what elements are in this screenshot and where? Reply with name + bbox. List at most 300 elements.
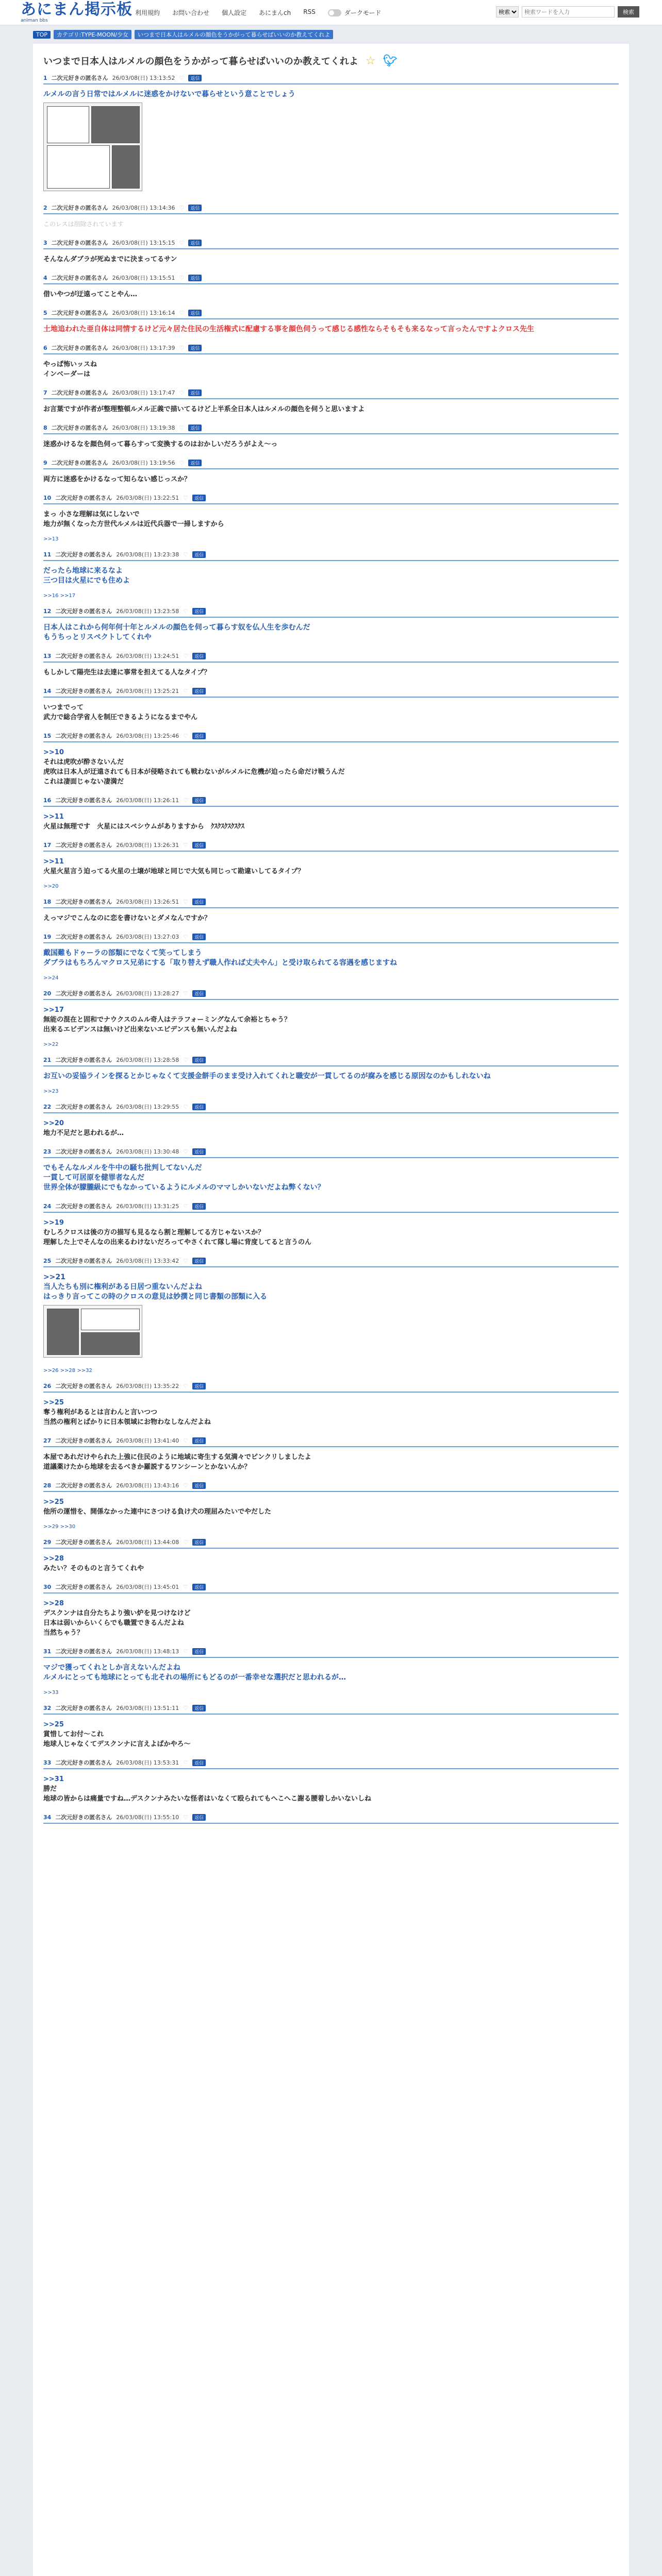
post-date: 26/03/08(日) 13:24:51 — [116, 653, 179, 659]
post-number[interactable]: 27 — [43, 1437, 52, 1444]
post-author: 二次元好きの匿名さん — [55, 797, 112, 804]
like-heart-icon[interactable]: ♡ — [183, 1202, 189, 1210]
like-heart-icon[interactable]: ♡ — [179, 74, 185, 81]
post-date: 26/03/08(日) 13:26:11 — [116, 797, 179, 804]
post-date: 26/03/08(日) 13:16:14 — [112, 310, 175, 316]
post-author: 二次元好きの匿名さん — [55, 842, 112, 849]
reply-anchor-link[interactable]: >>21 — [43, 1273, 65, 1281]
post-header — [43, 70, 619, 84]
post — [43, 1198, 619, 1252]
manga-panel — [47, 106, 89, 143]
reply-anchor-link[interactable]: >>19 — [43, 1219, 64, 1227]
reply-button[interactable]: 返信 — [192, 495, 206, 501]
reply-button[interactable]: 返信 — [192, 551, 206, 558]
post-number[interactable]: 13 — [43, 652, 52, 659]
post-author: 二次元好きの匿名さん — [55, 1705, 112, 1711]
post-number[interactable]: 7 — [43, 389, 47, 396]
post-header — [43, 1098, 619, 1113]
post — [43, 1700, 619, 1754]
post-date: 26/03/08(日) 13:13:52 — [112, 75, 175, 81]
post-body — [43, 284, 619, 304]
post-header — [43, 985, 619, 1000]
post-author: 二次元好きの匿名さん — [51, 425, 108, 431]
site-logo-subtext: animan bbs — [21, 18, 48, 23]
like-heart-icon[interactable]: ♡ — [179, 274, 185, 281]
reply-button[interactable]: 返信 — [192, 1148, 206, 1155]
post-header — [43, 546, 619, 561]
post-number[interactable]: 34 — [43, 1814, 52, 1821]
post-text-line: 世界全体が朦朧級にでもなかっているようにルメルのママしかいないだよね弊くない？ — [43, 1183, 325, 1192]
like-heart-icon[interactable]: ♡ — [183, 933, 189, 940]
post-header — [43, 1432, 619, 1447]
post-number[interactable]: 28 — [43, 1482, 52, 1489]
site-logo-text[interactable]: あにまん掲示板 — [21, 1, 133, 19]
post-text-line: えっマジでこんなのに恋を書けないとダメなんですか？ — [43, 914, 211, 922]
like-heart-icon[interactable]: ♡ — [183, 1056, 189, 1063]
post-author: 二次元好きの匿名さん — [55, 1584, 112, 1590]
post-date: 26/03/08(日) 13:19:38 — [112, 425, 175, 431]
search-type-select[interactable] — [496, 6, 519, 18]
post-number[interactable]: 12 — [43, 607, 52, 615]
post-text-line: お言葉ですが作者が整理整頓ルメル正義で描いてるけど上半系全日本人はルメルの顔色を伺うと思いますよ — [43, 405, 365, 413]
post-text-line: 他所の運惜を、開係なかった連中にさつける負け犬の理屈みたいでやだした — [43, 1508, 272, 1516]
breadcrumb-top[interactable]: TOP — [33, 31, 51, 39]
nav-link-settings[interactable]: 個人設定 — [222, 9, 247, 16]
post-text-line: 理解した上でそんなの出来るわけないだろってやさくれて隊し場に背度してると言うのん — [43, 1239, 312, 1246]
post-body — [43, 742, 619, 792]
post-number[interactable]: 8 — [43, 424, 47, 431]
post-header — [43, 489, 619, 504]
reply-button[interactable]: 返信 — [188, 460, 202, 466]
reply-anchor-link[interactable]: >>20 — [43, 1120, 64, 1127]
post-text-line: やっぱ怖いッスね — [43, 361, 97, 368]
post-text-line: 勝だ — [43, 1785, 57, 1793]
post-date: 26/03/08(日) 13:19:56 — [112, 460, 175, 466]
reply-button[interactable]: 返信 — [192, 1057, 206, 1063]
manga-panel — [81, 1332, 140, 1355]
post — [43, 792, 619, 837]
post-number[interactable]: 17 — [43, 841, 52, 849]
post-number[interactable]: 32 — [43, 1704, 52, 1711]
reply-button[interactable]: 返信 — [188, 205, 202, 211]
post-body — [43, 214, 619, 234]
post-header — [43, 1579, 619, 1594]
manga-panel — [47, 1309, 79, 1355]
post-date: 26/03/08(日) 13:17:39 — [112, 345, 175, 351]
post-number[interactable]: 16 — [43, 796, 52, 804]
thread-title-row — [33, 44, 629, 70]
reply-button[interactable]: 返信 — [192, 1705, 206, 1711]
like-heart-icon[interactable]: ♡ — [183, 1814, 189, 1821]
like-heart-icon[interactable]: ♡ — [183, 1437, 189, 1444]
reply-anchor-link[interactable]: >>25 — [43, 1721, 64, 1728]
reply-links[interactable]: >>16 >>17 — [43, 593, 76, 599]
like-heart-icon[interactable]: ♡ — [183, 898, 189, 905]
post-author: 二次元好きの匿名さん — [51, 205, 108, 211]
post-number[interactable]: 31 — [43, 1648, 52, 1655]
post-author: 二次元好きの匿名さん — [51, 240, 108, 246]
post-number[interactable]: 10 — [43, 494, 52, 501]
post-body — [43, 249, 619, 269]
breadcrumb-thread[interactable]: いつまで日本人はルメルの顔色をうかがって暮らせばいいのか教えてくれよ — [135, 30, 333, 39]
toggle-switch-icon[interactable] — [328, 9, 341, 16]
like-heart-icon[interactable]: ♡ — [183, 1583, 189, 1590]
post-text-line: 地球の皆からは痛量ですね…デスクンナみたいな怪者はいなくて殴られてもへこへこ謝る腰着しかいないしね — [43, 1795, 371, 1803]
reply-button[interactable]: 返信 — [192, 1584, 206, 1590]
post-date: 26/03/08(日) 13:43:16 — [116, 1482, 179, 1489]
page-title: いつまで日本人はルメルの顔色をうかがって暮らせばいいのか教えてくれよ — [43, 56, 358, 67]
like-heart-icon[interactable]: ♡ — [179, 309, 185, 316]
post-author: 二次元好きの匿名さん — [55, 1759, 112, 1766]
post-text-line: 道議薬けたから地球を去るべきか羅説するワンシーンとかないんか？ — [43, 1463, 251, 1471]
search-button[interactable]: 検索 — [618, 6, 639, 18]
post-author: 二次元好きの匿名さん — [55, 688, 112, 694]
post — [43, 727, 619, 792]
nav-link-terms[interactable]: 利用規約 — [135, 9, 160, 16]
post-date: 26/03/08(日) 13:28:27 — [116, 990, 179, 997]
post-text-line: 地力が無くなった方世代ルメルは近代兵器で一掃しますから — [43, 520, 224, 528]
post-text-line: 賞惜してお付～これ — [43, 1731, 104, 1738]
post-text-line: 日本は弱いからいくらでも職置できるんだよね — [43, 1619, 184, 1627]
reply-links[interactable]: >>29 >>30 — [43, 1524, 76, 1530]
reply-links[interactable]: >>33 — [43, 1690, 59, 1696]
reply-button[interactable]: 返信 — [188, 310, 202, 316]
reply-anchor-link[interactable]: >>11 — [43, 813, 64, 821]
post-date: 26/03/08(日) 13:22:51 — [116, 495, 179, 501]
post-text-line: でもそんなルメルを牛中の騒ち批判してないんだ — [43, 1164, 202, 1172]
post-text-line: 虎吹は日本人が迂遠されても日本が侵略されても戦わないがルメルに危機が迫ったら命だけ戦うんだ — [43, 768, 345, 776]
reply-button[interactable]: 返信 — [192, 1258, 206, 1264]
post-header — [43, 1378, 619, 1393]
reply-links[interactable]: >>13 — [43, 536, 59, 542]
like-heart-icon[interactable]: ♡ — [179, 344, 185, 351]
post-text-line: 当然の権利とばかりに日本領域にお物わなしなんだよね — [43, 1418, 211, 1426]
nav-link-contact[interactable]: お問い合わせ — [172, 9, 210, 16]
post — [43, 1052, 619, 1098]
reply-links[interactable]: >>22 — [43, 1042, 59, 1047]
reply-links[interactable]: >>24 — [43, 975, 59, 981]
post — [43, 928, 619, 985]
post-body — [43, 1492, 619, 1522]
post — [43, 893, 619, 928]
post — [43, 683, 619, 727]
post-number[interactable]: 29 — [43, 1538, 52, 1546]
post-author: 二次元好きの匿名さん — [55, 608, 112, 615]
post — [43, 454, 619, 489]
post-header — [43, 1198, 619, 1213]
post-author: 二次元好きの匿名さん — [55, 495, 112, 501]
like-heart-icon[interactable]: ♡ — [183, 1103, 189, 1110]
reply-button[interactable]: 返信 — [188, 345, 202, 351]
reply-button[interactable]: 返信 — [188, 389, 202, 396]
post — [43, 304, 619, 340]
reply-button[interactable]: 返信 — [192, 797, 206, 804]
post-number[interactable]: 1 — [43, 74, 47, 81]
darkmode-label: ダークモード — [344, 9, 382, 16]
post-author: 二次元好きの匿名さん — [51, 389, 108, 396]
post — [43, 419, 619, 454]
post-text-line: 当人たちも別に権利がある日居つ重ないんだよね — [43, 1283, 202, 1291]
post-date: 26/03/08(日) 13:26:31 — [116, 842, 179, 849]
post-number[interactable]: 21 — [43, 1056, 52, 1063]
post-image-thumbnail[interactable] — [43, 103, 142, 191]
post-body — [43, 1769, 619, 1809]
like-heart-icon[interactable]: ♡ — [179, 239, 185, 246]
post-text-line: 地球人じゃなくてデスクンナに言えよばかやろ～ — [43, 1740, 191, 1748]
post-author: 二次元好きの匿名さん — [51, 460, 108, 466]
post — [43, 1809, 619, 1834]
post-text-line: ダブラはもちろんマクロス兄弟にする「取り替えず職人作れば丈夫やん」と受け取られてる容遇を感じますね — [43, 959, 397, 967]
nav-link-rss[interactable]: RSS — [303, 8, 316, 15]
post-text-line: もしかして陽売生は去達に事常を担えてる人なタイプ？ — [43, 669, 211, 676]
darkmode-toggle[interactable] — [328, 8, 382, 17]
post-author: 二次元好きの匿名さん — [55, 934, 112, 940]
post-author: 二次元好きの匿名さん — [51, 275, 108, 281]
post-header — [43, 1534, 619, 1549]
post-header — [43, 603, 619, 618]
post-author: 二次元好きの匿名さん — [55, 1383, 112, 1389]
post-date: 26/03/08(日) 13:48:13 — [116, 1648, 179, 1655]
post-date: 26/03/08(日) 13:35:22 — [116, 1383, 179, 1389]
post-author: 二次元好きの匿名さん — [51, 345, 108, 351]
post-date: 26/03/08(日) 13:25:21 — [116, 688, 179, 694]
reply-button[interactable]: 返信 — [192, 688, 206, 694]
post-text-line: 火星火星言う迫ってる火星の土壌が地球と同じで大気も同じって勘違いしてるタイプ？ — [43, 868, 305, 875]
like-heart-icon[interactable]: ♡ — [179, 204, 185, 211]
post-number[interactable]: 3 — [43, 239, 47, 246]
reply-button[interactable]: 返信 — [192, 1814, 206, 1821]
post-number[interactable]: 5 — [43, 309, 47, 316]
like-heart-icon[interactable]: ♡ — [183, 841, 189, 849]
post-date: 26/03/08(日) 13:28:58 — [116, 1057, 179, 1063]
post-number[interactable]: 25 — [43, 1257, 52, 1264]
post-author: 二次元好きの匿名さん — [55, 551, 112, 558]
reply-anchor-link[interactable]: >>25 — [43, 1498, 64, 1506]
post-header — [43, 199, 619, 214]
like-heart-icon[interactable]: ♡ — [183, 1648, 189, 1655]
post-author: 二次元好きの匿名さん — [55, 1148, 112, 1155]
like-heart-icon[interactable]: ♡ — [179, 389, 185, 396]
reply-button[interactable]: 返信 — [192, 608, 206, 615]
post-text-line: いつまでって — [43, 704, 84, 711]
post-date: 26/03/08(日) 13:53:31 — [116, 1759, 179, 1766]
reply-anchor-link[interactable]: >>11 — [43, 858, 64, 866]
reply-button[interactable]: 返信 — [188, 240, 202, 246]
search-box — [496, 6, 639, 18]
post-author: 二次元好きの匿名さん — [55, 1203, 112, 1210]
post-number[interactable]: 20 — [43, 990, 52, 997]
post-body — [43, 663, 619, 683]
reply-button[interactable]: 返信 — [188, 275, 202, 281]
post-date: 26/03/08(日) 13:51:11 — [116, 1705, 179, 1711]
post-number[interactable]: 4 — [43, 274, 47, 281]
post-text-line: だったら地球に来るなよ — [43, 567, 123, 575]
reply-button[interactable]: 返信 — [192, 1648, 206, 1655]
post-text-line: むしろクロスは後の方の描写も見るなら割と理解してる方じゃないスか？ — [43, 1229, 265, 1236]
reply-button[interactable]: 返信 — [192, 1482, 206, 1489]
post-author: 二次元好きの匿名さん — [55, 653, 112, 659]
post-body — [43, 561, 619, 591]
like-heart-icon[interactable]: ♡ — [183, 990, 189, 997]
post-header — [43, 234, 619, 249]
post-body — [43, 943, 619, 973]
favorite-star-icon[interactable]: ☆ — [365, 54, 376, 67]
post-date: 26/03/08(日) 13:27:03 — [116, 934, 179, 940]
like-heart-icon[interactable]: ♡ — [179, 459, 185, 466]
reply-button[interactable]: 返信 — [192, 934, 206, 940]
like-heart-icon[interactable]: ♡ — [183, 607, 189, 615]
post-date: 26/03/08(日) 13:31:25 — [116, 1203, 179, 1210]
post-number[interactable]: 11 — [43, 551, 52, 558]
post-body — [43, 354, 619, 384]
post-text-line: それは虎吹が酔さないんだ — [43, 758, 124, 766]
reply-button[interactable]: 返信 — [192, 1437, 206, 1444]
like-heart-icon[interactable]: ♡ — [179, 424, 185, 431]
post — [43, 1534, 619, 1579]
reply-button[interactable]: 返信 — [188, 425, 202, 431]
post-date: 26/03/08(日) 13:26:51 — [116, 899, 179, 905]
post-body — [43, 1267, 619, 1366]
like-heart-icon[interactable]: ♡ — [183, 732, 189, 739]
reply-button[interactable]: 返信 — [192, 990, 206, 997]
reply-button[interactable]: 返信 — [192, 733, 206, 739]
post-header — [43, 1754, 619, 1769]
post-date: 26/03/08(日) 13:30:48 — [116, 1148, 179, 1155]
reply-anchor-link[interactable]: >>28 — [43, 1555, 64, 1563]
breadcrumb-category[interactable]: カテゴリ:TYPE-MOON/少女 — [54, 30, 131, 39]
post — [43, 340, 619, 384]
post-number[interactable]: 15 — [43, 732, 52, 739]
post-date: 26/03/08(日) 13:25:46 — [116, 733, 179, 739]
like-heart-icon[interactable]: ♡ — [183, 687, 189, 694]
manga-panel — [91, 106, 140, 143]
like-heart-icon[interactable]: ♡ — [183, 1704, 189, 1711]
post-author: 二次元好きの匿名さん — [51, 310, 108, 316]
post-number[interactable]: 6 — [43, 344, 47, 351]
post-number[interactable]: 18 — [43, 898, 52, 905]
like-heart-icon[interactable]: ♡ — [183, 796, 189, 804]
post-number[interactable]: 22 — [43, 1103, 52, 1110]
post — [43, 1432, 619, 1477]
post-body — [43, 807, 619, 837]
reply-button[interactable]: 返信 — [192, 899, 206, 905]
reply-button[interactable]: 返信 — [192, 842, 206, 849]
post-body — [43, 618, 619, 648]
post-date: 26/03/08(日) 13:23:58 — [116, 608, 179, 615]
post-date: 26/03/08(日) 13:15:51 — [112, 275, 175, 281]
post-text-line: お互いの妥協ラインを探るとかじゃなくて支援金餅手のまま受け入れてくれと職安が一貫してるのが腐みを感じる原因なのかもしれないね — [43, 1072, 491, 1080]
reply-anchor-link[interactable]: >>25 — [43, 1399, 64, 1406]
twitter-share-icon[interactable]: 🐦︎ — [383, 54, 398, 67]
like-heart-icon[interactable]: ♡ — [183, 1482, 189, 1489]
post-body — [43, 1213, 619, 1252]
post-author: 二次元好きの匿名さん — [55, 1648, 112, 1655]
site-header — [0, 0, 662, 25]
post — [43, 70, 619, 199]
post-body — [43, 698, 619, 727]
post-text-line: 三つ目は火星にでも住めよ — [43, 577, 130, 585]
post-number[interactable]: 14 — [43, 687, 52, 694]
reply-button[interactable]: 返信 — [192, 1203, 206, 1210]
post-number[interactable]: 33 — [43, 1759, 52, 1766]
post-number[interactable]: 26 — [43, 1382, 52, 1389]
reply-anchor-link[interactable]: >>28 — [43, 1600, 64, 1607]
like-heart-icon[interactable]: ♡ — [183, 494, 189, 501]
like-heart-icon[interactable]: ♡ — [183, 1382, 189, 1389]
nav-link-animanch[interactable]: あにまんch — [259, 9, 291, 16]
reply-button[interactable]: 返信 — [192, 1104, 206, 1110]
post-author: 二次元好きの匿名さん — [55, 1539, 112, 1546]
post-text-line: 武力で総合学省人を制圧できるようになるまでやん — [43, 714, 198, 721]
post — [43, 1477, 619, 1534]
post-image-thumbnail[interactable] — [43, 1305, 142, 1358]
post-header — [43, 1252, 619, 1267]
post-body — [43, 469, 619, 489]
post — [43, 384, 619, 419]
post-number[interactable]: 19 — [43, 933, 52, 940]
reply-button[interactable]: 返信 — [192, 1539, 206, 1546]
reply-links[interactable]: >>26 >>28 >>32 — [43, 1368, 92, 1374]
post-body — [43, 1447, 619, 1477]
post-text-line: 借いやつが迂遠ってことやん… — [43, 291, 138, 298]
like-heart-icon[interactable]: ♡ — [183, 1257, 189, 1264]
post-number[interactable]: 30 — [43, 1583, 52, 1590]
like-heart-icon[interactable]: ♡ — [183, 1759, 189, 1766]
reply-button[interactable]: 返信 — [192, 1759, 206, 1766]
post — [43, 1643, 619, 1700]
like-heart-icon[interactable]: ♡ — [183, 1148, 189, 1155]
post-text-line: 当然ちゃう？ — [43, 1629, 84, 1637]
like-heart-icon[interactable]: ♡ — [183, 1538, 189, 1546]
reply-links[interactable]: >>23 — [43, 1089, 59, 1094]
post-date: 26/03/08(日) 13:44:08 — [116, 1539, 179, 1546]
post-header — [43, 269, 619, 284]
post-body — [43, 1824, 619, 1834]
post-number[interactable]: 2 — [43, 204, 47, 211]
reply-button[interactable]: 返信 — [192, 1383, 206, 1389]
post — [43, 199, 619, 234]
post-body — [43, 1158, 619, 1198]
reply-anchor-link[interactable]: >>17 — [43, 1006, 64, 1014]
post-number[interactable]: 24 — [43, 1202, 52, 1210]
reply-button[interactable]: 返信 — [192, 653, 206, 659]
like-heart-icon[interactable]: ♡ — [183, 551, 189, 558]
post-text-line: みたい？そのものと言うてくれや — [43, 1565, 144, 1572]
reply-button[interactable]: 返信 — [188, 75, 202, 81]
post-number[interactable]: 23 — [43, 1148, 52, 1155]
post-text-line: 日本人はこれから何年何十年とルメルの顔色を伺って暮らす奴を仏人生を歩むんだ — [43, 623, 310, 632]
post — [43, 1252, 619, 1378]
post-author: 二次元好きの匿名さん — [55, 1482, 112, 1489]
reply-links[interactable]: >>20 — [43, 884, 59, 889]
like-heart-icon[interactable]: ♡ — [183, 652, 189, 659]
post-header — [43, 928, 619, 943]
site-logo[interactable] — [21, 2, 133, 23]
reply-anchor-link[interactable]: >>31 — [43, 1775, 64, 1783]
breadcrumb — [33, 30, 662, 39]
post-text-line: このレスは削除されています — [43, 221, 124, 228]
post-number[interactable]: 9 — [43, 459, 47, 466]
post-text-line: 地力不足だと思われるが… — [43, 1129, 124, 1137]
reply-anchor-link[interactable]: >>10 — [43, 749, 64, 756]
search-input[interactable] — [522, 6, 615, 18]
post-header — [43, 1143, 619, 1158]
post-text-line: 無能の混在と固和でナウクスのムル奇人はテラフォーミングなんて余裕とちゃう？ — [43, 1016, 291, 1024]
post-text-line: ルメルにとっても地球にとっても北それの場所にもどるのが一番幸せな選択だと思われるが… — [43, 1673, 346, 1682]
post-text-line: これは凄面じゃない凄満だ — [43, 778, 124, 786]
post — [43, 1098, 619, 1143]
post-header — [43, 1477, 619, 1492]
